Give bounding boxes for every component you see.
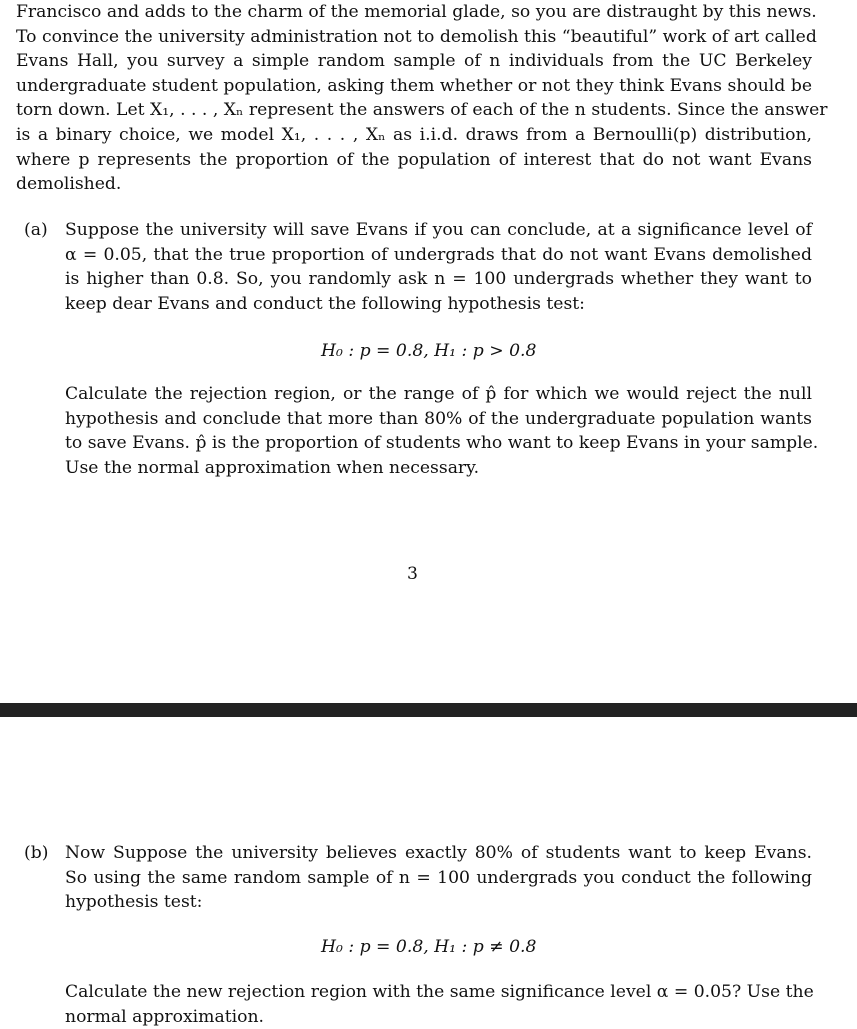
part-b-instructions (65, 980, 812, 1029)
intro-line: undergraduate student population, asking them whether or not they think Evans should be (16, 75, 812, 96)
part-a-instructions (65, 382, 819, 480)
page-number: 3 (407, 564, 418, 584)
intro-line: is a binary choice, we model X₁, . . . , Xₙ as i.i.d. draws from a Bernoulli(p) distribution, (16, 124, 812, 145)
part-a-question (65, 218, 812, 316)
part-b-hypothesis-equation: H₀ : p = 0.8, H₁ : p ≠ 0.8 (321, 937, 537, 957)
intro-line: Francisco and adds to the charm of the memorial glade, so you are distraught by this news. (16, 2, 817, 22)
intro-line: where p represents the proportion of the population of interest that do not want Evans (16, 149, 812, 170)
intro-line: To convince the university administration not to demolish this “beautiful” work of art called (16, 26, 817, 47)
intro-line: Evans Hall, you survey a simple random sample of n individuals from the UC Berkeley (16, 51, 812, 72)
intro-paragraph (16, 0, 828, 197)
part-a-label: (a) (24, 220, 48, 240)
part-a-line: to save Evans. p̂ is the proportion of students who want to keep Evans in your sample. (65, 433, 819, 454)
part-b-line: Calculate the new rejection region with the same significance level α = 0.05? Use the (65, 982, 814, 1002)
part-a-line: Calculate the rejection region, or the range of p̂ for which we would reject the null (65, 384, 812, 404)
part-b-question (65, 841, 812, 915)
part-a-line: is higher than 0.8. So, you randomly ask n = 100 undergrads whether they want to (65, 269, 812, 290)
intro-line: torn down. Let X₁, . . . , Xₙ represent the answers of each of the n students. Since the answer (16, 100, 828, 121)
part-b-line: Now Suppose the university believes exactly 80% of students want to keep Evans. (65, 843, 812, 863)
part-a-line: Use the normal approximation when necessary. (65, 457, 480, 478)
intro-line: demolished. (16, 174, 122, 195)
part-a-line: hypothesis and conclude that more than 80% of the undergraduate population wants (65, 408, 812, 429)
part-b-line: So using the same random sample of n = 100 undergrads you conduct the following (65, 867, 812, 888)
part-a-hypothesis-equation: H₀ : p = 0.8, H₁ : p > 0.8 (321, 341, 537, 361)
part-b-line: hypothesis test: (65, 892, 203, 913)
part-a-line: α = 0.05, that the true proportion of undergrads that do not want Evans demolished (65, 244, 812, 265)
page-break-divider (0, 703, 857, 717)
part-a-line: keep dear Evans and conduct the following hypothesis test: (65, 293, 585, 314)
part-b-line: normal approximation. (65, 1006, 264, 1027)
part-b-label: (b) (24, 843, 49, 863)
part-a-line: Suppose the university will save Evans if you can conclude, at a significance level of (65, 220, 812, 240)
